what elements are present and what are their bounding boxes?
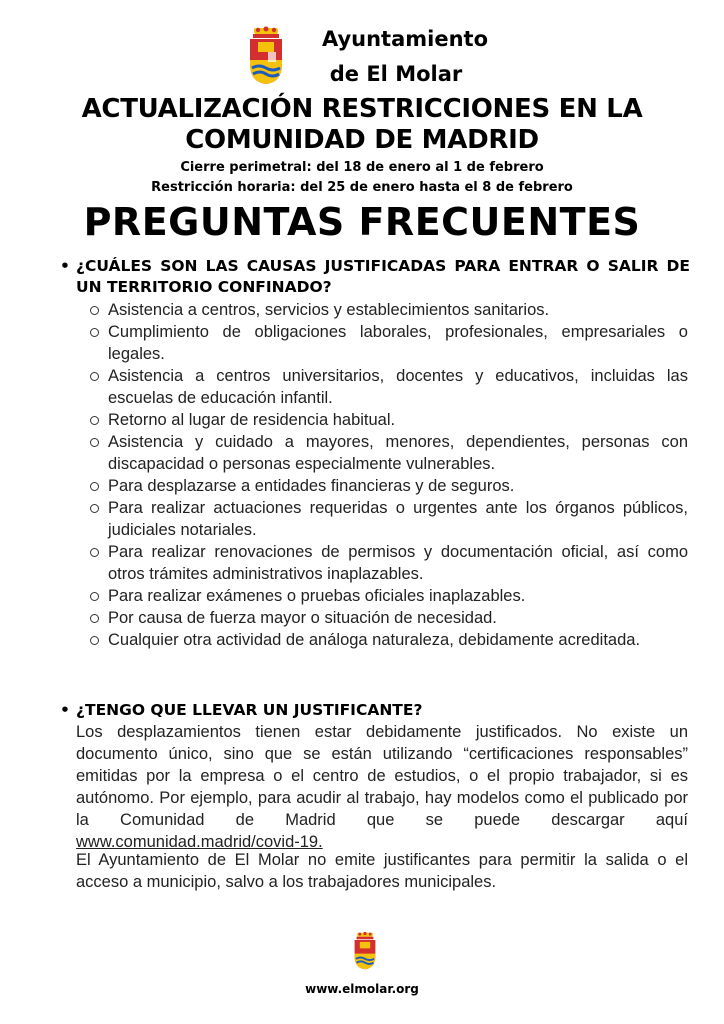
answer-text: Para realizar renovaciones de permisos y documentación oficial, así como otros trámites administrativos inaplazables. — [108, 543, 688, 583]
answer-text: Por causa de fuerza mayor o situación de necesidad. — [108, 609, 497, 627]
answer-text: Asistencia y cuidado a mayores, menores, dependientes, personas con discapacidad o personas especialmente vulnerables. — [108, 433, 688, 473]
list-item — [88, 299, 688, 321]
list-item — [88, 541, 688, 585]
question-text: ¿TENGO QUE LLEVAR UN JUSTIFICANTE? — [76, 701, 423, 719]
answer-text: Asistencia a centros universitarios, docentes y educativos, incluidas las escuelas de educación infantil. — [108, 367, 688, 407]
list-item — [88, 475, 688, 497]
coat-of-arms-icon — [246, 26, 286, 86]
footer-website: www.elmolar.org — [305, 982, 419, 996]
circle-bullet-icon — [90, 592, 99, 601]
list-item — [88, 321, 688, 365]
question-2 — [60, 700, 690, 721]
circle-bullet-icon — [90, 614, 99, 623]
circle-bullet-icon — [90, 636, 99, 645]
circle-bullet-icon — [90, 372, 99, 381]
list-item — [88, 365, 688, 409]
question-1 — [60, 256, 690, 298]
circle-bullet-icon — [90, 416, 99, 425]
list-item — [88, 431, 688, 475]
covid-info-link[interactable]: www.comunidad.madrid/covid-19. — [76, 833, 323, 851]
answer-text: Cualquier otra actividad de análoga naturaleza, debidamente acreditada. — [108, 631, 641, 649]
bullet-dot: • — [60, 257, 70, 275]
answer-text: Los desplazamientos tienen estar debidamente justificados. No existe un documento único, sino que se están utilizando “certificaciones responsables” emitidas por la empresa o el centro de estudios, o el propio trabajador, si es autónomo. Por ejemplo, para acudir al trabajo, hay modelos como el publicado por la Comunidad de Madrid que se puede descargar aquí — [76, 723, 688, 829]
list-item — [88, 629, 688, 651]
circle-bullet-icon — [90, 328, 99, 337]
answer-text: Asistencia a centros, servicios y establecimientos sanitarios. — [108, 301, 550, 319]
circle-bullet-icon — [90, 482, 99, 491]
answer-paragraph-1 — [76, 721, 688, 853]
answer-list — [88, 299, 688, 651]
list-item — [88, 585, 688, 607]
circle-bullet-icon — [90, 504, 99, 513]
list-item — [88, 607, 688, 629]
answer-paragraph-2: El Ayuntamiento de El Molar no emite justificantes para permitir la salida o el acceso a municipio, salvo a los trabajadores municipales. — [76, 851, 688, 891]
answer-text: Para desplazarse a entidades financieras y de seguros. — [108, 477, 515, 495]
answer-text: Para realizar exámenes o pruebas oficiales inaplazables. — [108, 587, 526, 605]
org-name-line2: de El Molar — [329, 62, 463, 86]
subtitle-perimeter-closure: Cierre perimetral: del 18 de enero al 1 de febrero — [180, 160, 544, 175]
question-text: ¿CUÁLES SON LAS CAUSAS JUSTIFICADAS PARA ENTRAR O SALIR DE UN TERRITORIO CONFINADO? — [76, 257, 690, 296]
list-item — [88, 497, 688, 541]
list-item — [88, 409, 688, 431]
circle-bullet-icon — [90, 438, 99, 447]
subtitle-time-restriction: Restricción horaria: del 25 de enero hasta el 8 de febrero — [151, 180, 573, 195]
answer-text: Para realizar actuaciones requeridas o urgentes ante los órganos públicos, judiciales notariales. — [108, 499, 688, 539]
circle-bullet-icon — [90, 306, 99, 315]
answer-text: Retorno al lugar de residencia habitual. — [108, 411, 396, 429]
bullet-dot: • — [60, 701, 70, 719]
page-title: ACTUALIZACIÓN RESTRICCIONES EN LA COMUNIDAD DE MADRID — [81, 94, 643, 155]
faq-heading: PREGUNTAS FRECUENTES — [83, 200, 641, 244]
org-name-line1: Ayuntamiento — [321, 27, 489, 51]
answer-text: Cumplimiento de obligaciones laborales, profesionales, empresariales o legales. — [108, 323, 688, 363]
coat-of-arms-icon — [352, 930, 378, 972]
circle-bullet-icon — [90, 548, 99, 557]
